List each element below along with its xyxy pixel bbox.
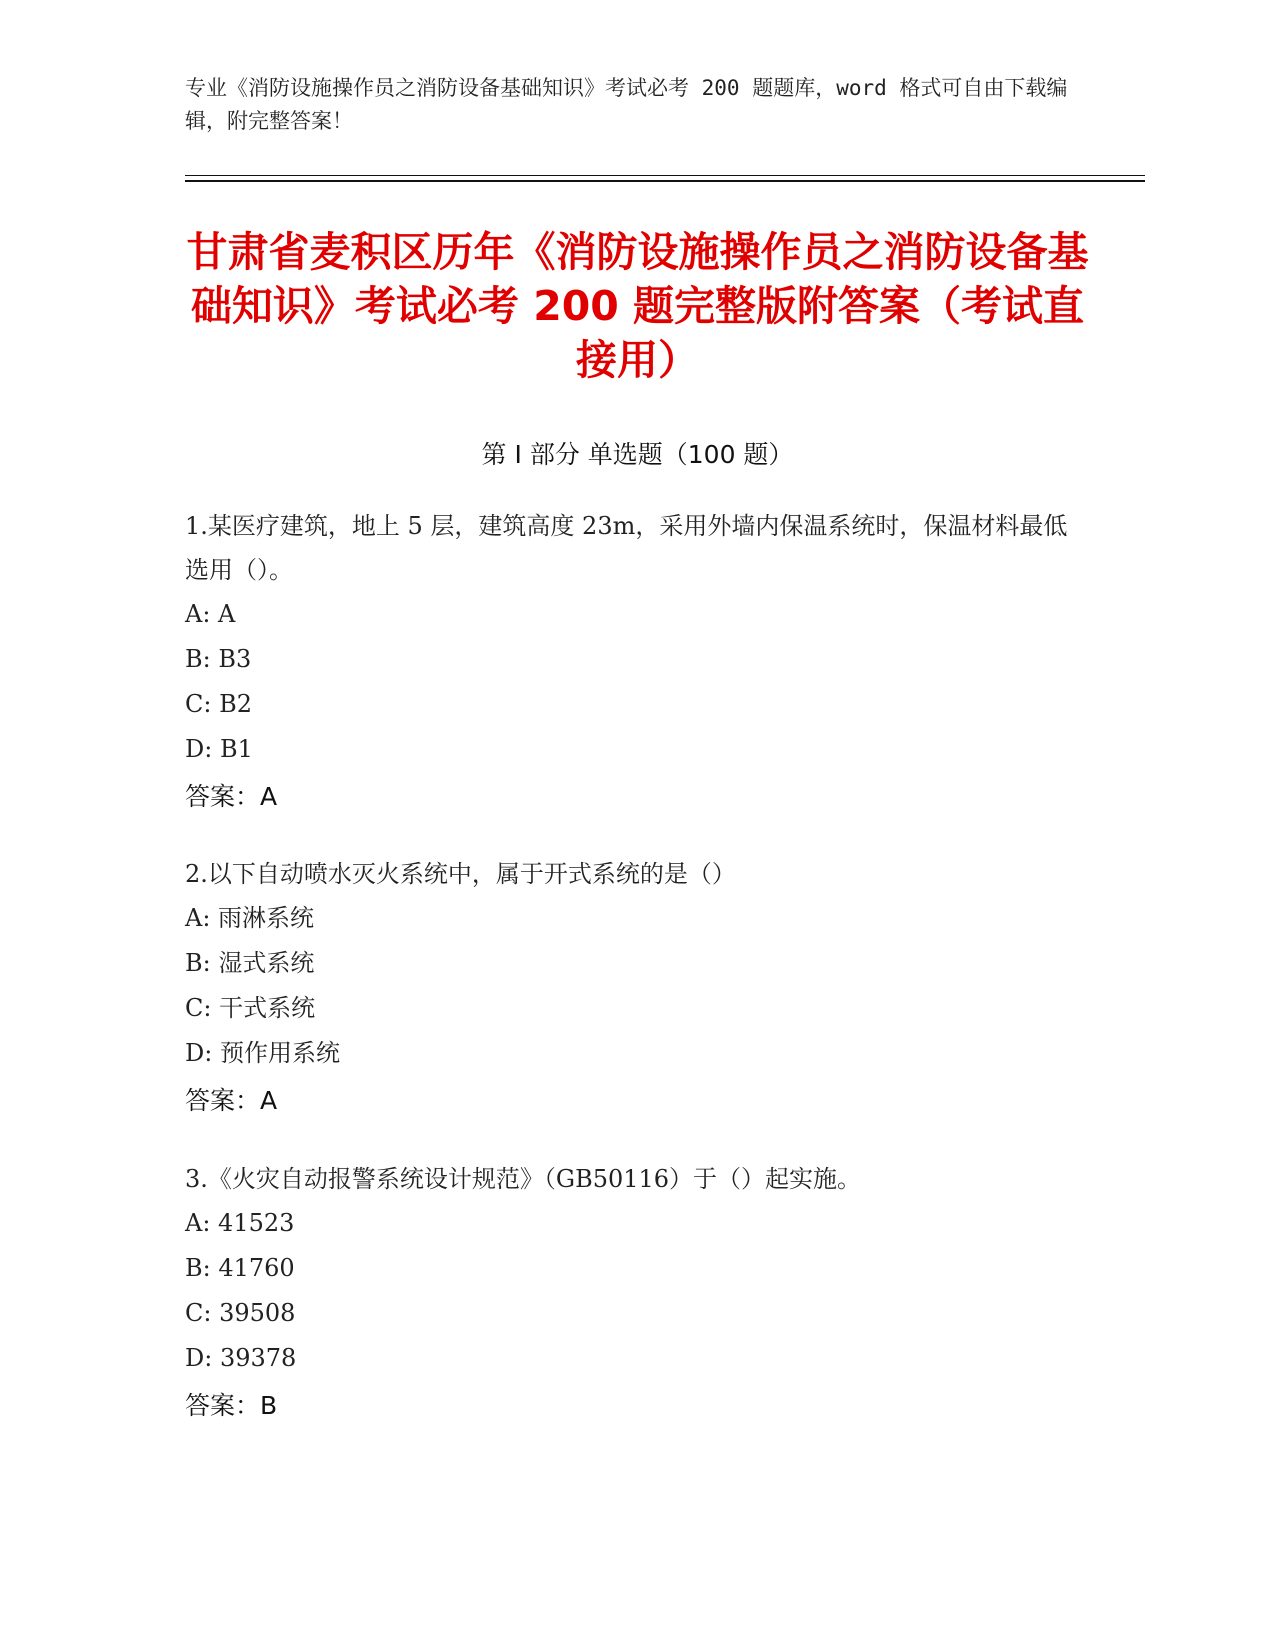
option-d: D: B1 (185, 735, 253, 763)
answer-line: 答案：B (185, 1391, 278, 1420)
page-title: 甘肃省麦积区历年《消防设施操作员之消防设备基础知识》考试必考 200 题完整版附答案（考试直接用） (186, 228, 1089, 384)
question-3 (185, 1157, 1085, 1428)
option-c: C: 干式系统 (185, 994, 316, 1022)
option-b: B: 湿式系统 (185, 949, 315, 977)
question-stem: 2.以下自动喷水灭火系统中，属于开式系统的是（） (185, 860, 736, 888)
header-note: 专业《消防设施操作员之消防设备基础知识》考试必考 200 题题库，word 格式可自由下载编辑，附完整答案！ (185, 76, 1068, 133)
option-d: D: 预作用系统 (185, 1039, 340, 1067)
header-divider-thick (185, 180, 1145, 182)
answer-line: 答案：A (185, 1086, 278, 1115)
section-heading: 第 I 部分 单选题（100 题） (481, 440, 794, 469)
question-1 (185, 504, 1085, 819)
question-stem: 1.某医疗建筑，地上 5 层，建筑高度 23m，采用外墙内保温系统时，保温材料最低选用（）。 (185, 512, 1068, 584)
option-a: A: 雨淋系统 (185, 904, 315, 932)
option-c: C: B2 (185, 690, 252, 718)
option-b: B: B3 (185, 645, 252, 673)
option-d: D: 39378 (185, 1344, 297, 1372)
option-a: A: 41523 (185, 1209, 295, 1237)
answer-line: 答案：A (185, 782, 278, 811)
option-a: A: A (185, 600, 236, 628)
question-stem: 3.《火灾自动报警系统设计规范》（GB50116）于（）起实施。 (185, 1165, 862, 1193)
option-b: B: 41760 (185, 1254, 295, 1282)
header-divider-thin (185, 175, 1145, 176)
question-2 (185, 852, 1085, 1123)
option-c: C: 39508 (185, 1299, 296, 1327)
